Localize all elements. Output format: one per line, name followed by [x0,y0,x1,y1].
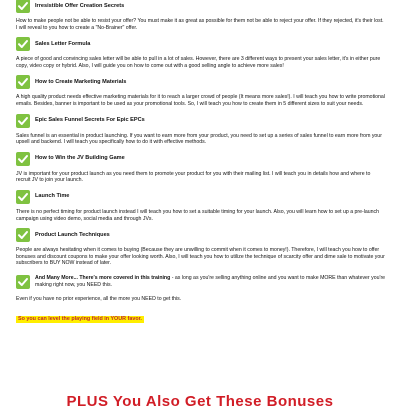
feature-body: People are always hesitating when it comes to buying (Because they are unwilling to commit when it comes to money!). Therefore, I will teach you how to offer bonuses and discount coupons to make your offer looking worth. Also, I will teach you how to utilize the technique of scarcity offer and dime sale to motivate your subscribers to BUY NOW instead of later. [16,247,385,267]
check-icon [16,228,30,242]
final-paragraph [35,275,386,288]
feature-item [16,150,386,184]
feature-item [16,35,386,69]
feature-title: Launch Time [35,193,70,200]
final-bold: And Many More... There's more covered in this training [35,275,171,282]
feature-item [16,0,386,31]
feature-body: JV is important for your product launch as you need them to promote your product for you with their mailing list. I will teach you in details how and where to recruit JV to join your launch. [16,170,371,184]
check-icon [16,190,30,204]
check-icon [16,37,30,51]
feature-item [16,112,386,146]
feature-title: Sales Letter Formula [35,40,91,47]
feature-body: There is no perfect timing for product launch instead I will teach you how to set a suitable timing for your launch. Also, you will learn how to set up a pre-launch campaign using video demo, social media and through JVs. [16,208,380,222]
bonus-heading: PLUS You Also Get These Bonuses [66,393,334,410]
feature-body: Sales funnel is an essential in product launching. If you want to earn more from your product, you need to set up a series of sales funnel to earn more from your upsell and backend. I will teach you specifically how to do it with effective methods. [16,132,382,146]
check-icon [16,275,30,289]
feature-item [16,73,386,107]
feature-title: Epic Sales Funnel Secrets For Epic EPCs [35,117,145,124]
feature-body: A high quality product needs effective marketing materials for it to reach a larger crowd of people (It means more sales!). I will teach you how to write promotional emails. Besides, banner is important to be used as your promotional tools. So, I will teach you how to create them in 5 different sizes to suit your needs. [16,94,385,107]
check-icon [16,75,30,89]
feature-body: How to make people not be able to resist your offer? You must make it as great as possible for them not be able to reject your offer. If they rejected, it's their lost. I will reveal to you how to create a "No-Brainer" offer. [16,18,384,31]
feature-title: How to Create Marketing Materials [35,78,127,85]
check-icon [16,152,30,166]
final-rest: - as long as you're selling anything online and you want to make MORE than whatever you're making right now, you NEED this. [35,275,386,288]
feature-title: Irresistible Offer Creation Secrets [35,2,125,9]
check-icon [16,114,30,128]
final-section [16,271,386,325]
feature-item [16,226,386,267]
check-icon [16,0,30,13]
feature-title: How to Win the JV Building Game [35,155,125,162]
final-extra: Even if you have no prior experience, all the more you NEED to get this. [16,295,182,302]
feature-body: A piece of good and convincing sales letter will be able to pull in a lot of sales. However, there are 3 different ways to present your sales letter, it's in either pure copy, video copy or hybrid. Also, I will guide you on how to come out with a good selling angle to achieve more sales! [16,56,381,69]
highlight-bar: So you can level the playing field in YOUR favor. [18,315,142,322]
feature-item [16,188,386,222]
feature-title: Product Launch Techniques [35,231,110,238]
